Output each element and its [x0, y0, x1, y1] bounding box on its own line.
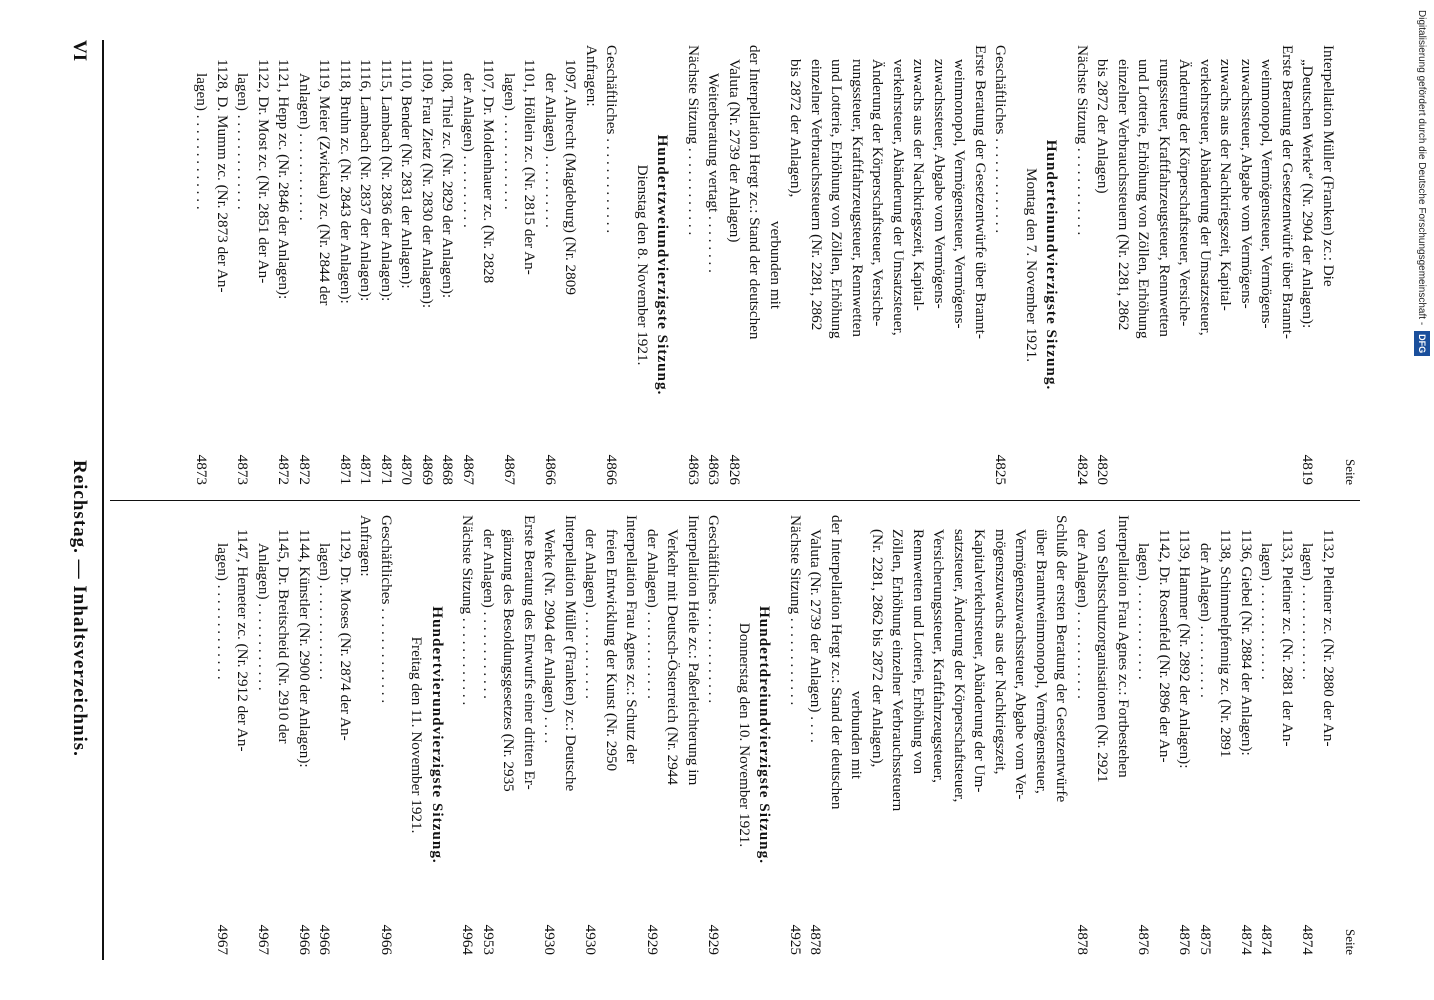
toc-entry — [191, 45, 212, 485]
page-ref: 4867 — [460, 454, 477, 485]
entry-text: einzelner Verbrauchssteuern (Nr. 2281, 2862 — [1115, 59, 1132, 331]
toc-entry — [1010, 515, 1031, 955]
entry-text: rungssteuer, Kraftfahrzeugsteuer, Rennwetten — [849, 59, 866, 337]
entry-text: 1129, Dr. Moses (Nr. 2874 der An- — [337, 529, 354, 741]
page-ref: 4824 — [1074, 454, 1091, 485]
toc-entry — [703, 45, 724, 485]
toc-entry — [621, 515, 642, 955]
entry-text: Erste Beratung der Gesetzentwürfe über Brannt- — [1279, 45, 1296, 339]
entry-text: Geschäftliches . . . . . . . . . . . . . — [603, 45, 621, 234]
toc-entry — [970, 45, 991, 485]
entry-text: 1118, Bruhn zc. (Nr. 2843 der Anlagen): — [337, 59, 354, 304]
entry-text: von Selbstschutzorganisationen (Nr. 2921 — [1094, 529, 1112, 783]
entry-text: zuwachs aus der Nachkriegszeit, Kapital- — [910, 59, 928, 311]
toc-entry — [1051, 515, 1072, 955]
entry-text: Geschäftliches . . . . . . . . . . . . . — [705, 515, 723, 704]
page-ref: 4876 — [1176, 924, 1194, 955]
toc-entry — [273, 45, 294, 485]
toc-entry — [683, 515, 704, 955]
toc-entry — [888, 45, 909, 485]
page-ref: 4874 — [1258, 924, 1276, 955]
toc-entry — [539, 515, 560, 955]
toc-entry — [457, 515, 478, 955]
entry-text: lagen) . . . . . . . . . . . . . — [1135, 543, 1153, 680]
entry-text: gänzung des Besoldungsgesetzes (Nr. 2935 — [500, 529, 518, 792]
entry-text: mögenszuwachs aus der Nachkriegszeit, — [992, 529, 1009, 775]
entry-text: Werke (Nr. 2904 der Anlagen) . . . . — [541, 529, 559, 744]
entry-text: lagen) . . . . . . . . . . . . . — [501, 73, 518, 210]
dfg-credit-text: Digitalisierung gefördert durch die Deutsche Forschungsgemeinschaft - — [1416, 10, 1427, 326]
entry-text: Montag den 7. November 1921. — [1023, 167, 1040, 363]
toc-entry — [1256, 515, 1277, 955]
toc-entry — [1195, 515, 1216, 955]
toc-entry — [294, 45, 315, 485]
page-ref: 4967 — [255, 924, 272, 955]
toc-entry — [499, 45, 520, 485]
spacer — [622, 45, 632, 485]
session-date — [406, 515, 427, 955]
entry-text: 1139, Hammer (Nr. 2892 der Anlagen): — [1176, 529, 1194, 769]
entry-text: zuwachssteuer, Abgabe vom Vermögens- — [1238, 59, 1255, 309]
page-ref: 4953 — [480, 924, 497, 955]
entry-text: satzsteuer, Änderung der Körperschaftsteuer, — [951, 529, 968, 803]
toc-entry — [785, 515, 806, 955]
toc-entry — [1297, 45, 1318, 485]
entry-text: der Anlagen) . . . . . . . . . . . . — [480, 529, 497, 699]
entry-text: 1108, Thiel zc. (Nr. 2829 der Anlagen): — [439, 59, 457, 299]
entry-text: Nächste Sitzung . . . . . . . . . . . . — [787, 515, 804, 706]
entry-text: Zöllen, Erhöhung einzelner Verbrauchssteuern — [889, 529, 907, 812]
session-date — [765, 45, 786, 485]
entry-text: Nächste Sitzung . . . . . . . . . . . . — [459, 515, 477, 706]
toc-entry — [355, 515, 376, 955]
entry-text: 1145, Dr. Breitscheid (Nr. 2910 der — [275, 529, 293, 744]
page-ref: 4870 — [398, 454, 416, 485]
toc-entry — [1072, 515, 1093, 955]
entry-text: Änderung der Körperschaftsteuer, Versiche- — [1176, 59, 1194, 327]
toc-entry — [1195, 45, 1216, 485]
entry-text: Anlagen) . . . . . . . . . . . . — [296, 73, 313, 221]
page-ref: 4873 — [234, 454, 252, 485]
toc-entry — [376, 45, 397, 485]
toc-entry — [908, 515, 929, 955]
toc-entry — [253, 45, 274, 485]
page-ref: 4825 — [992, 454, 1010, 485]
page-ref: 4878 — [807, 924, 825, 955]
entry-text: Donnerstag den 10. November 1921. — [736, 622, 753, 848]
entry-text: 1101, Höllein zc. (Nr. 2815 der An- — [521, 59, 539, 275]
header-rule — [102, 40, 104, 960]
spacer — [447, 515, 457, 955]
toc-entry — [232, 515, 253, 955]
toc-entry — [1297, 515, 1318, 955]
toc-entry — [1133, 515, 1154, 955]
spacer — [396, 515, 406, 955]
entry-text: Interpellation Heile zc.: Paßerleichterung im — [685, 515, 702, 786]
session-date — [632, 45, 653, 485]
toc-entry — [969, 515, 990, 955]
entry-text: Nächste Sitzung . . . . . . . . . . . . — [685, 45, 702, 236]
entry-text: Rennwetten und Lotterie, Erhöhung von — [910, 529, 927, 775]
spacer — [1011, 45, 1021, 485]
entry-text: verbunden mit — [767, 220, 784, 310]
entry-text: und Lotterie, Erhöhung von Zöllen, Erhöhung — [828, 59, 846, 339]
entry-text: Weiterberatung vertagt . . . . . . . . — [705, 73, 723, 273]
toc-entry — [581, 45, 602, 485]
entry-text: 1144, Künstler (Nr. 2900 der Anlagen): — [296, 529, 313, 768]
toc-entry — [601, 515, 622, 955]
page-ref: 4868 — [439, 454, 457, 485]
entry-text: 1147, Hemeter zc. (Nr. 2912 der An- — [234, 529, 252, 752]
session-heading — [427, 515, 448, 955]
toc-entry — [1236, 45, 1257, 485]
entry-text: 1132, Pletiner zc. (Nr. 2880 der An- — [1320, 529, 1337, 747]
toc-entry — [928, 515, 949, 955]
toc-entry — [683, 45, 704, 485]
entry-text: lagen) . . . . . . . . . . . . . — [234, 73, 252, 210]
entry-text: lagen) . . . . . . . . . . . . . — [316, 543, 334, 680]
page-ref: 4930 — [541, 924, 559, 955]
entry-text: lagen) . . . . . . . . . . . . . — [193, 73, 211, 210]
toc-entry — [990, 45, 1011, 485]
toc-entry — [212, 515, 233, 955]
toc-entry — [1072, 45, 1093, 485]
dfg-credit — [1414, 10, 1430, 710]
entry-text: Anlagen) . . . . . . . . . . . . — [255, 543, 272, 691]
entry-text: der Interpellation Hergt zc.: Stand der deutschen — [828, 515, 845, 810]
page-title: Reichstag. — Inhaltsverzeichnis. — [69, 460, 90, 757]
toc-entry — [1174, 515, 1195, 955]
page-ref: 4866 — [542, 454, 559, 485]
toc-entry — [990, 515, 1011, 955]
dfg-logo: DFG — [1414, 331, 1430, 356]
toc-entry — [1154, 45, 1175, 485]
entry-text: 1121, Hepp zc. (Nr. 2846 der Anlagen): — [275, 59, 293, 300]
page-ref: 4876 — [1135, 924, 1153, 955]
session-date — [846, 515, 867, 955]
toc-entry — [1215, 45, 1236, 485]
page-ref: 4930 — [582, 924, 600, 955]
page-ref: 4874 — [1238, 924, 1255, 955]
page-header — [60, 40, 90, 960]
entry-text: Änderung der Körperschaftsteuer, Versiche- — [869, 59, 887, 327]
toc-entry — [1133, 45, 1154, 485]
page-ref: 4863 — [685, 454, 702, 485]
toc-entry — [560, 45, 581, 485]
toc-entry — [232, 45, 253, 485]
session-date — [1021, 45, 1042, 485]
toc-entry — [724, 45, 745, 485]
toc-entry — [314, 515, 335, 955]
entry-text: der Anlagen) . . . . . . . . . . — [1197, 543, 1214, 698]
toc-entry — [642, 515, 663, 955]
toc-entry — [1113, 45, 1134, 485]
entry-text: Geschäftliches . . . . . . . . . . . . . — [378, 515, 395, 704]
entry-text: freien Entwicklung der Kunst (Nr. 2950 — [603, 529, 620, 772]
toc-entry — [478, 45, 499, 485]
entry-text: Vermögenszuwachssteuer, Abgabe vom Ver- — [1012, 529, 1030, 800]
left-column-head — [1338, 45, 1360, 485]
page-ref: 4871 — [337, 454, 354, 485]
seite-label: Seite — [1343, 459, 1358, 485]
entry-text: 1115, Lambach (Nr. 2836 der Anlagen): — [378, 59, 395, 302]
toc-entry — [785, 45, 806, 485]
page-ref: 4869 — [419, 454, 436, 485]
session-heading — [652, 45, 673, 485]
toc-entry — [867, 515, 888, 955]
entry-text: Verkehr mit Deutsch-Österreich (Nr. 2944 — [664, 529, 682, 785]
toc-entry — [1215, 515, 1236, 955]
entry-text: lagen) . . . . . . . . . . . . . — [1258, 543, 1276, 680]
page-ref: 4867 — [501, 454, 518, 485]
toc-entry — [335, 45, 356, 485]
page-ref: 4878 — [1074, 924, 1091, 955]
left-column — [110, 45, 1360, 485]
page-ref: 4925 — [787, 924, 804, 955]
page-ref: 4866 — [603, 454, 621, 485]
toc-entry — [1113, 515, 1134, 955]
toc-entry — [1277, 515, 1298, 955]
page-ref: 4872 — [275, 454, 293, 485]
session-date — [734, 515, 755, 955]
toc-entry — [887, 515, 908, 955]
spacer — [775, 515, 785, 955]
session-heading — [754, 515, 775, 955]
entry-text: 1116, Lambach (Nr. 2837 der Anlagen): — [357, 59, 375, 302]
entry-text: weinmonopol, Vermögensteuer, Vermögens- — [1258, 59, 1276, 329]
toc-entry — [1154, 515, 1175, 955]
entry-text: Kapitalverkehrsteuer, Abänderung der Um- — [971, 529, 989, 793]
toc-entry — [949, 515, 970, 955]
entry-text: bis 2872 der Anlagen), — [787, 59, 805, 198]
page-ref: 4819 — [1299, 454, 1317, 485]
toc-entry — [744, 45, 765, 485]
entry-text: zuwachssteuer, Abgabe vom Vermögens- — [931, 59, 948, 309]
entry-text: Interpellation Müller (Franken) zc.: Die — [1320, 45, 1337, 287]
entry-text: Geschäftliches . . . . . . . . . . . . . — [992, 45, 1010, 234]
right-column — [110, 515, 1360, 955]
entry-text: Hundertvierundvierzigste Sitzung. — [429, 606, 446, 864]
toc-entry — [437, 45, 458, 485]
entry-text: Valuta (Nr. 2739 der Anlagen) — [726, 59, 743, 243]
entry-text: Anfragen: — [357, 515, 375, 577]
entry-text: verkehrsteuer, Abänderung der Umsatzsteuer, — [1197, 59, 1214, 336]
entry-text: Interpellation Frau Agnes zc.: Schutz der — [623, 515, 641, 764]
toc-entry — [929, 45, 950, 485]
toc-entry — [417, 45, 438, 485]
toc-entry — [396, 45, 417, 485]
toc-entry — [826, 515, 847, 955]
toc-entry — [580, 515, 601, 955]
toc-entry — [560, 515, 581, 955]
entry-text: Interpellation Frau Agnes zc.: Fortbestehen — [1115, 515, 1132, 778]
page-ref: 4863 — [705, 454, 723, 485]
page-ref: 4873 — [193, 454, 211, 485]
toc-entry — [908, 45, 929, 485]
page-ref: 4875 — [1197, 924, 1214, 955]
toc-entry — [601, 45, 622, 485]
page-ref: 4820 — [1094, 454, 1112, 485]
toc-entry — [1092, 45, 1113, 485]
toc-entry — [662, 515, 683, 955]
dfg-sidebar — [1414, 10, 1430, 710]
page-ref: 4929 — [644, 924, 661, 955]
toc-entry — [949, 45, 970, 485]
toc-entry — [212, 45, 233, 485]
page-ref: 4874 — [1299, 924, 1317, 955]
entry-text: zuwachs aus der Nachkriegszeit, Kapital- — [1217, 59, 1235, 311]
toc-entry — [805, 515, 826, 955]
entry-text: und Lotterie, Erhöhung von Zöllen, Erhöhung — [1135, 59, 1153, 339]
toc-entry — [335, 515, 356, 955]
entry-text: rungssteuer, Kraftfahrzeugsteuer, Rennwetten — [1156, 59, 1173, 337]
entry-text: Interpellation Müller (Franken) zc.: Deutsche — [562, 515, 579, 792]
entry-text: 1122, Dr. Most zc. (Nr. 2851 der An- — [255, 59, 272, 284]
toc-entry — [273, 515, 294, 955]
toc-entry — [253, 515, 274, 955]
entry-text: 1110, Bender (Nr. 2831 der Anlagen): — [398, 59, 416, 289]
page-number: VI — [69, 40, 90, 62]
entry-text: der Anlagen) . . . . . . . . . . . . — [1074, 529, 1091, 699]
entry-text: über Branntweinmonopol, Vermögensteuer, — [1033, 529, 1050, 794]
session-heading — [1041, 45, 1062, 485]
entry-text: 1107, Dr. Moldenhauer zc. (Nr. 2828 — [480, 59, 498, 284]
entry-text: der Anlagen) . . . . . . . . . . . . — [644, 529, 661, 699]
spacer — [673, 45, 683, 485]
entry-text: Schluß der ersten Beratung der Gesetzentwürfe — [1053, 515, 1071, 803]
entry-text: Versicherungssteuer, Kraftfahrzeugsteuer, — [930, 529, 948, 783]
page-ref: 4871 — [357, 454, 375, 485]
toc-entry — [1092, 515, 1113, 955]
seite-label: Seite — [1343, 929, 1358, 955]
toc-entry — [294, 515, 315, 955]
entry-text: Hundertzweiundvierzigste Sitzung. — [654, 134, 672, 396]
toc-entry — [519, 515, 540, 955]
spacer — [1062, 45, 1072, 485]
toc-entry — [355, 45, 376, 485]
entry-text: einzelner Verbrauchssteuern (Nr. 2281, 2862 — [808, 59, 825, 331]
toc-entry — [376, 515, 397, 955]
entry-text: Valuta (Nr. 2739 der Anlagen) . . . . — [807, 529, 825, 743]
toc-entry — [867, 45, 888, 485]
page-ref: 4872 — [296, 454, 313, 485]
entry-text: lagen) . . . . . . . . . . . . . — [1299, 543, 1317, 680]
entry-text: Erste Beratung der Gesetzentwürfe über Brannt- — [972, 45, 989, 339]
entry-text: Erste Beratung des Entwurfs einer dritten Er- — [521, 515, 538, 790]
toc-entry — [1236, 515, 1257, 955]
toc-entry — [703, 515, 724, 955]
entry-text: der Anlagen) . . . . . . . . . . — [460, 73, 477, 228]
entry-text: Dienstag den 8. November 1921. — [634, 164, 651, 366]
toc-entry — [458, 45, 479, 485]
entry-text: der Anlagen) . . . . . . . . . . . . — [582, 529, 600, 699]
page-ref: 4966 — [296, 924, 313, 955]
entry-text: 1133, Pletiner zc. (Nr. 2881 der An- — [1279, 529, 1296, 747]
entry-text: 1136, Giebel (Nr. 2884 der Anlagen): — [1238, 529, 1255, 756]
page-ref: 4826 — [726, 454, 743, 485]
toc-entry — [1318, 515, 1339, 955]
toc-entry — [498, 515, 519, 955]
column-divider — [110, 500, 1360, 501]
entry-text: Hunderteinundvierzigste Sitzung. — [1043, 139, 1061, 391]
entry-text: 1119, Meier (Zwickau) zc. (Nr. 2844 der — [316, 59, 334, 306]
entry-text: bis 2872 der Anlagen) — [1094, 59, 1112, 194]
entry-text: 1109, Frau Zietz (Nr. 2830 der Anlagen): — [419, 59, 436, 309]
entry-text: Freitag den 11. November 1921. — [408, 636, 426, 834]
toc-entry — [1277, 45, 1298, 485]
entry-text: verkehrsteuer, Abänderung der Umsatzsteuer, — [890, 59, 907, 336]
entry-text: 1142, Dr. Rosenfeld (Nr. 2896 der An- — [1156, 529, 1173, 763]
entry-text: der Interpellation Hergt zc.: Stand der deutschen — [746, 45, 764, 340]
toc-entry — [1031, 515, 1052, 955]
toc-entry — [1318, 45, 1339, 485]
toc-entry — [847, 45, 868, 485]
entry-text: lagen) . . . . . . . . . . . . . — [214, 543, 231, 680]
entry-text: verbunden mit — [848, 690, 866, 780]
page-ref: 4964 — [459, 924, 477, 955]
toc-entry — [1174, 45, 1195, 485]
entry-text: Anfragen: — [583, 45, 600, 107]
entry-text: weinmonopol, Vermögensteuer, Vermögens- — [951, 59, 969, 329]
page-ref: 4929 — [705, 924, 723, 955]
toc-entry — [314, 45, 335, 485]
toc-entry — [519, 45, 540, 485]
entry-text: 1138, Schimmelpfennig zc. (Nr. 2891 — [1217, 529, 1235, 758]
entry-text: der Anlagen) . . . . . . . . . . — [542, 73, 559, 228]
page-ref: 4966 — [378, 924, 395, 955]
toc-entry — [806, 45, 827, 485]
page-ref: 4871 — [378, 454, 395, 485]
toc-entry — [1256, 45, 1277, 485]
entry-text: 1097, Albrecht (Magdeburg) (Nr. 2809 — [562, 59, 580, 295]
toc-entry — [478, 515, 499, 955]
page-ref: 4966 — [316, 924, 334, 955]
spacer — [724, 515, 734, 955]
entry-text: Hundertdreiundvierzigste Sitzung. — [756, 605, 774, 864]
toc-entry — [826, 45, 847, 485]
toc-entry — [540, 45, 561, 485]
entry-text: 1128, D. Mumm zc. (Nr. 2873 der An- — [214, 59, 231, 293]
entry-text: (Nr. 2281, 2862 bis 2872 der Anlagen), — [869, 529, 886, 768]
entry-text: „Deutschen Werke“ (Nr. 2904 der Anlagen): — [1299, 59, 1317, 329]
entry-text: Nächste Sitzung . . . . . . . . . . . . — [1074, 45, 1091, 236]
page-ref: 4967 — [214, 924, 231, 955]
right-column-head — [1338, 515, 1360, 955]
